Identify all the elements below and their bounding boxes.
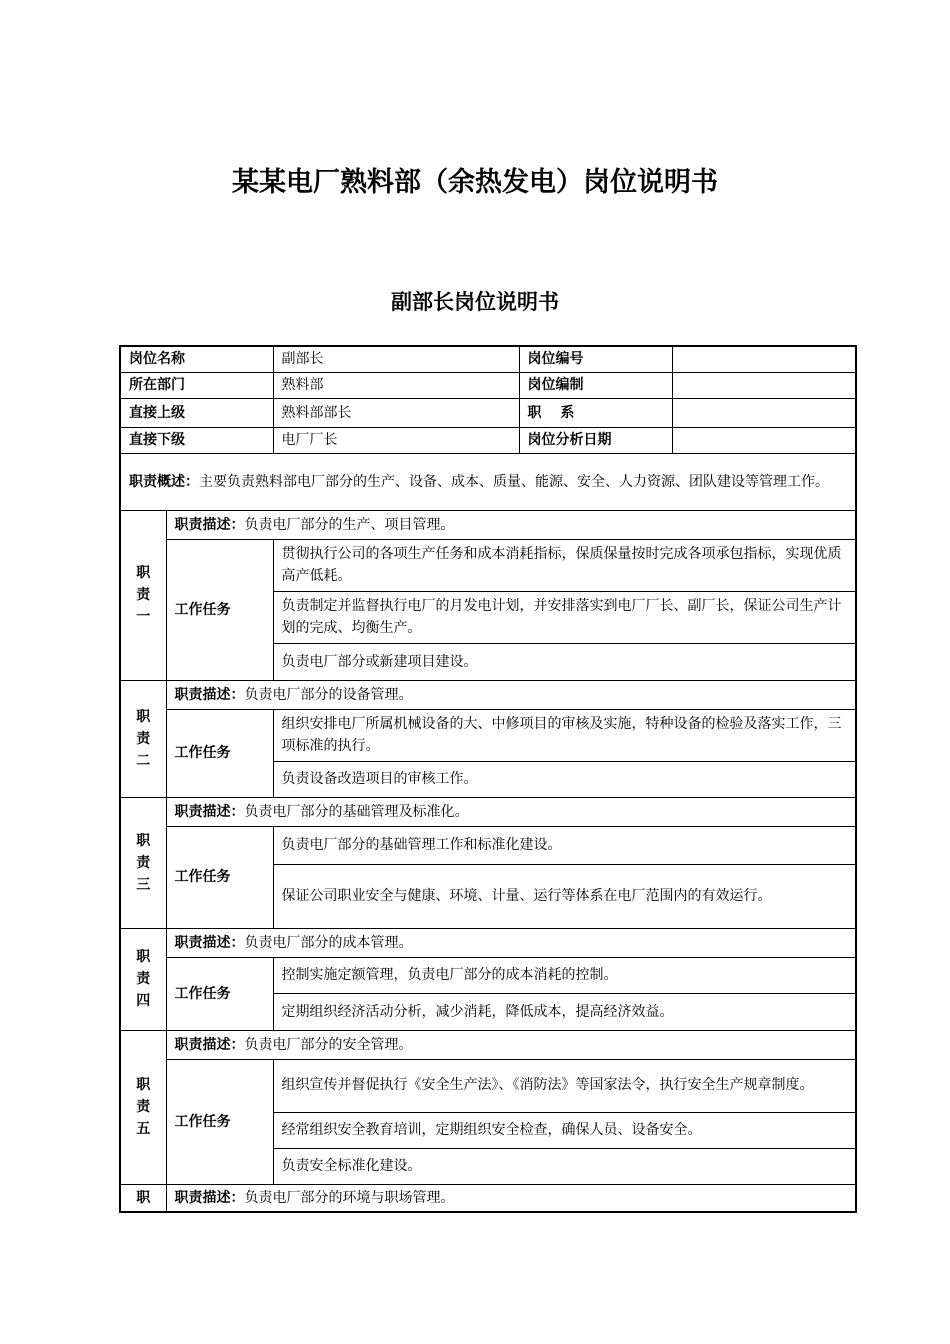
rank-label: 职 系 [519, 398, 672, 427]
duty-2-label: 职 责 二 [120, 680, 166, 797]
duty-1-desc: 职责描述：负责电厂部分的生产、项目管理。 [166, 510, 856, 539]
subordinate-value: 电厂厂长 [273, 427, 519, 453]
duty-4-task-label: 工作任务 [166, 957, 273, 1030]
duty-5-task-2: 经常组织安全教育培训，定期组织安全检查，确保人员、设备安全。 [273, 1112, 856, 1148]
duty-3-task-2: 保证公司职业安全与健康、环境、计量、运行等体系在电厂范围内的有效运行。 [273, 864, 856, 928]
duty-5-task-label: 工作任务 [166, 1059, 273, 1184]
duty-3-task-1: 负责电厂部分的基础管理工作和标准化建设。 [273, 826, 856, 864]
superior-value: 熟料部部长 [273, 398, 519, 427]
duty-1-task-3: 负责电厂部分或新建项目建设。 [273, 643, 856, 680]
dept-value: 熟料部 [273, 372, 519, 398]
duty-2-task-2: 负责设备改造项目的审核工作。 [273, 761, 856, 797]
rank-value [672, 398, 856, 427]
duty-1-task-2: 负责制定并监督执行电厂的月发电计划，并安排落实到电厂厂长、副厂长，保证公司生产计划的完成、均衡生产。 [273, 591, 856, 643]
duty-4-desc: 职责描述：负责电厂部分的成本管理。 [166, 928, 856, 957]
duty-5-label: 职 责 五 [120, 1030, 166, 1184]
duty-4-task-1: 控制实施定额管理，负责电厂部分的成本消耗的控制。 [273, 957, 856, 993]
duty-1-task-1: 贯彻执行公司的各项生产任务和成本消耗指标，保质保量按时完成各项承包指标，实现优质高产低耗。 [273, 539, 856, 591]
staffing-value [672, 372, 856, 398]
analysis-date-value [672, 427, 856, 453]
duty-4-label: 职 责 四 [120, 928, 166, 1030]
subordinate-label: 直接下级 [120, 427, 273, 453]
overview-cell [120, 453, 856, 510]
job-name-value: 副部长 [273, 346, 519, 372]
overview-label: 职责概述： [129, 473, 199, 490]
duty-2-task-1: 组织安排电厂所属机械设备的大、中修项目的审核及实施，特种设备的检验及落实工作，三项标准的执行。 [273, 709, 856, 761]
document-title: 某某电厂熟料部（余热发电）岗位说明书 [232, 167, 718, 198]
duty-4-task-2: 定期组织经济活动分析，减少消耗，降低成本，提高经济效益。 [273, 993, 856, 1030]
duty-3-task-label: 工作任务 [166, 826, 273, 928]
duty-3-label: 职 责 三 [120, 797, 166, 928]
job-description-table [119, 345, 857, 1213]
duty-1-task-label: 工作任务 [166, 539, 273, 680]
analysis-date-label: 岗位分析日期 [519, 427, 672, 453]
superior-label: 直接上级 [120, 398, 273, 427]
job-code-value [672, 346, 856, 372]
duty-5-desc: 职责描述：负责电厂部分的安全管理。 [166, 1030, 856, 1059]
duty-5-task-1: 组织宣传并督促执行《安全生产法》、《消防法》等国家法令，执行安全生产规章制度。 [273, 1059, 856, 1112]
job-code-label: 岗位编号 [519, 346, 672, 372]
duty-1-label: 职 责 一 [120, 510, 166, 680]
duty-2-task-label: 工作任务 [166, 709, 273, 797]
duty-3-desc: 职责描述：负责电厂部分的基础管理及标准化。 [166, 797, 856, 826]
document-subtitle: 副部长岗位说明书 [391, 290, 559, 314]
job-name-label: 岗位名称 [120, 346, 273, 372]
duty-6-label: 职 [120, 1184, 166, 1212]
duty-2-desc: 职责描述：负责电厂部分的设备管理。 [166, 680, 856, 709]
overview-text: 主要负责熟料部电厂部分的生产、设备、成本、质量、能源、安全、人力资源、团队建设等管理工作。 [199, 473, 829, 490]
duty-6-desc: 职责描述：负责电厂部分的环境与职场管理。 [166, 1184, 856, 1212]
dept-label: 所在部门 [120, 372, 273, 398]
staffing-label: 岗位编制 [519, 372, 672, 398]
duty-5-task-3: 负责安全标准化建设。 [273, 1148, 856, 1184]
